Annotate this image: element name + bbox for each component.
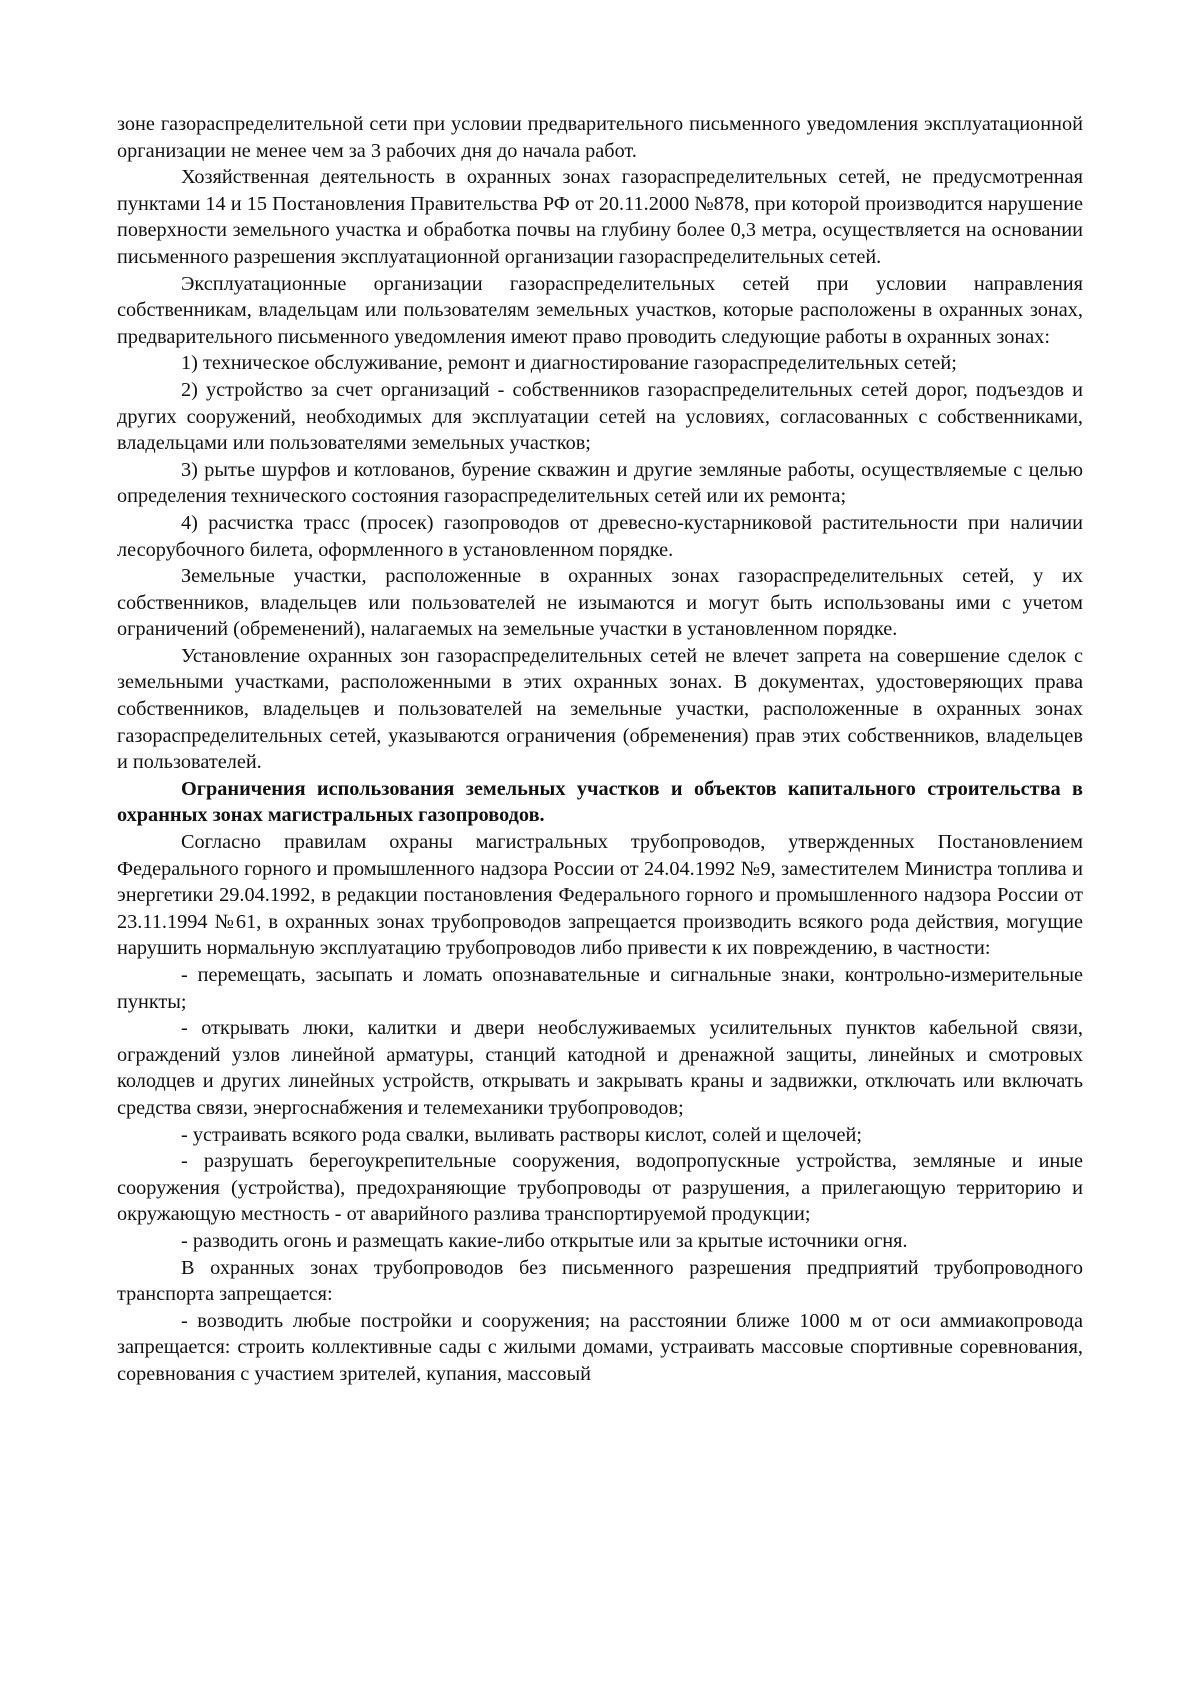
paragraph-without-permission: В охранных зонах трубопроводов без письменного разрешения предприятий трубопроводного транспорта запрещается: bbox=[117, 1256, 1083, 1306]
list-item-2: 2) устройство за счет организаций - собственников газораспределительных сетей дорог, подъездов и других сооружений, необходимых для эксплуатации сетей на условиях, согласованных с собственниками, владельцами или пользователями земельных участков; bbox=[117, 378, 1083, 455]
paragraph-land-plots: Земельные участки, расположенные в охранных зонах газораспределительных сетей, у их собственников, владельцев или пользователей не изымаются и могут быть использованы ими с учетом ограничений (обременений), налагаемых на земельные участки в установленном порядке. bbox=[117, 565, 1083, 641]
paragraph-economic-activity: Хозяйственная деятельность в охранных зонах газораспределительных сетей, не предусмотренная пунктами 14 и 15 Постановления Правительства РФ от 20.11.2000 №878, при которой производится нарушение поверхности земельного участка и обработка почвы на глубину более 0,3 метра, осуществляется на основании письменного разрешения эксплуатационной организации газораспределительных сетей. bbox=[117, 166, 1083, 268]
list-item-3: 3) рытье шурфов и котлованов, бурение скважин и другие земляные работы, осуществляемые с целью определения технического состояния газораспределительных сетей или их ремонта; bbox=[117, 458, 1083, 508]
prohibition-item-fire: - разводить огонь и размещать какие-либо открытые или за крытые источники огня. bbox=[181, 1229, 908, 1252]
section-heading: Ограничения использования земельных участков и объектов капитального строительства в охранных зонах магистральных газопроводов. bbox=[117, 777, 1083, 827]
document-page bbox=[117, 111, 1083, 1388]
paragraph-operating-organizations: Эксплуатационные организации газораспределительных сетей при условии направления собственникам, владельцам или пользователям земельных участков, которые расположены в охранных зонах, предварительного письменного уведомления имеют право проводить следующие работы в охранных зонах: bbox=[117, 272, 1083, 348]
paragraph-protection-rules: Согласно правилам охраны магистральных трубопроводов, утвержденных Постановлением Федерального горного и промышленного надзора России от 24.04.1992 №9, заместителем Министра топлива и энергетики 29.04.1992, в редакции постановления Федерального горного и промышленного надзора России от 23.11.1994 №61, в охранных зонах трубопроводов запрещается производить всякого рода действия, могущие нарушить нормальную эксплуатацию трубопроводов либо привести к их повреждению, в частности: bbox=[117, 831, 1083, 960]
prohibition-item-buildings: - возводить любые постройки и сооружения; на расстоянии ближе 1000 м от оси аммиакопровода запрещается: строить коллективные сады с жилыми домами, устраивать массовые спортивные соревнования, соревнования с участием зрителей, купания, массовый bbox=[117, 1309, 1083, 1385]
prohibition-item-signs: - перемещать, засыпать и ломать опознавательные и сигнальные знаки, контрольно-измерительные пункты; bbox=[117, 964, 1083, 1013]
prohibition-item-hatches: - открывать люки, калитки и двери необслуживаемых усилительных пунктов кабельной связи, ограждений узлов линейной арматуры, станций катодной и дренажной защиты, линейных и смотровых колодцев и других линейных устройств, открывать и закрывать краны и задвижки, отключать или включать средства связи, энергоснабжения и телемеханики трубопроводов; bbox=[117, 1017, 1083, 1119]
list-item-1: 1) техническое обслуживание, ремонт и диагностирование газораспределительных сетей; bbox=[181, 352, 957, 375]
prohibition-item-dumps: - устраивать всякого рода свалки, выливать растворы кислот, солей и щелочей; bbox=[181, 1123, 863, 1146]
paragraph-continuation: зоне газораспределительной сети при условии предварительного письменного уведомления эксплуатационной организации не менее чем за 3 рабочих дня до начала работ. bbox=[117, 113, 1083, 162]
paragraph-transactions: Установление охранных зон газораспределительных сетей не влечет запрета на совершение сделок с земельными участками, расположенными в этих охранных зонах. В документах, удостоверяющих права собственников, владельцев и пользователей на земельные участки, расположенные в охранных зонах газораспределительных сетей, указываются ограничения (обременения) прав этих собственников, владельцев и пользователей. bbox=[117, 644, 1083, 774]
prohibition-item-structures: - разрушать берегоукрепительные сооружения, водопропускные устройства, земляные и иные сооружения (устройства), предохраняющие трубопроводы от разрушения, а прилегающую территорию и окружающую местность - от аварийного разлива транспортируемой продукции; bbox=[117, 1150, 1083, 1226]
list-item-4: 4) расчистка трасс (просек) газопроводов от древесно-кустарниковой растительности при наличии лесорубочного билета, оформленного в установленном порядке. bbox=[117, 511, 1083, 561]
